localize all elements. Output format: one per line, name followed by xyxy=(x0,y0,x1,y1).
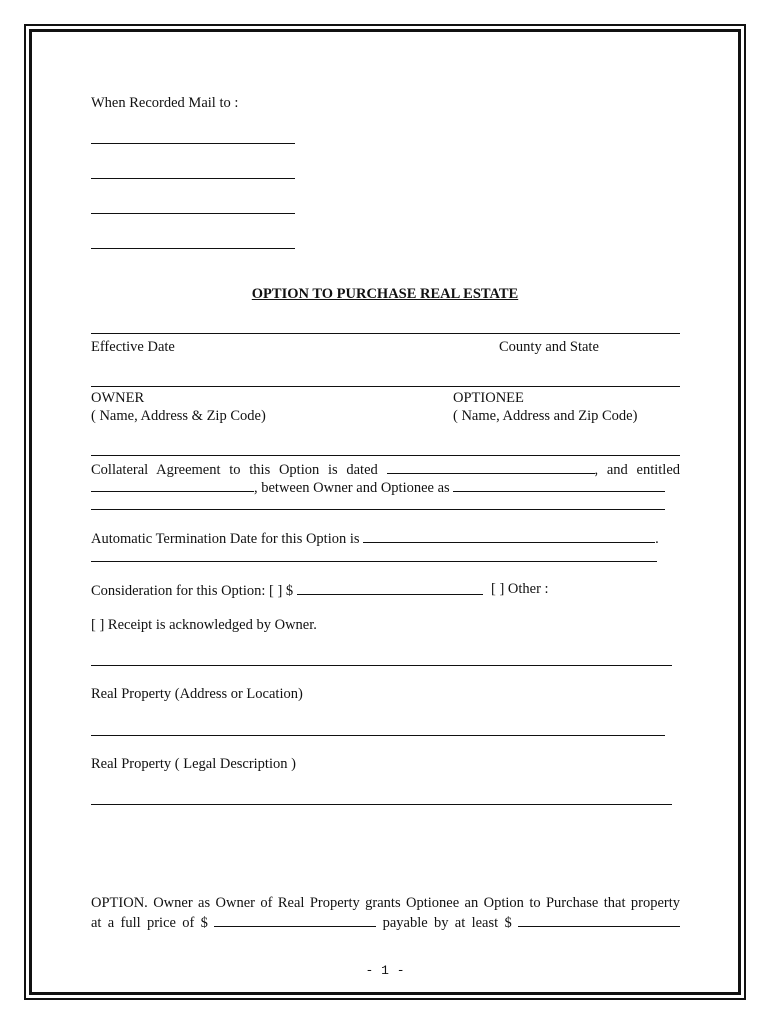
collateral-title-blank[interactable] xyxy=(91,478,254,492)
option-line-2 xyxy=(91,913,680,932)
option-payable-blank[interactable] xyxy=(518,913,680,927)
option-price-blank[interactable] xyxy=(214,913,376,927)
consideration-other[interactable]: [ ] Other : xyxy=(491,581,549,597)
document-title: OPTION TO PURCHASE REAL ESTATE xyxy=(251,286,519,302)
collateral-as-blank[interactable] xyxy=(453,478,665,492)
collateral-line-2 xyxy=(91,478,665,497)
owner-subtitle: ( Name, Address & Zip Code) xyxy=(91,408,266,424)
page-border-inner xyxy=(29,29,741,995)
collateral-extra-line[interactable] xyxy=(91,509,665,510)
termination-extra-line[interactable] xyxy=(91,561,657,562)
collateral-text-3: , between Owner and Optionee as xyxy=(254,480,450,496)
parties-bottom-line[interactable] xyxy=(91,455,680,456)
property-legal-label: Real Property ( Legal Description ) xyxy=(91,756,296,772)
effective-date-line[interactable] xyxy=(91,333,680,334)
termination-period: . xyxy=(655,531,659,547)
mail-to-label: When Recorded Mail to : xyxy=(91,95,239,111)
optionee-label: OPTIONEE xyxy=(453,390,524,406)
collateral-text-1: Collateral Agreement to this Option is dated xyxy=(91,462,378,478)
collateral-date-blank[interactable] xyxy=(387,460,595,474)
owner-label: OWNER xyxy=(91,390,145,406)
collateral-text-2: , and entitled xyxy=(594,462,681,478)
consideration-amount-blank[interactable] xyxy=(297,581,483,595)
mail-to-line-2[interactable] xyxy=(91,178,295,179)
termination-date-blank[interactable] xyxy=(363,529,655,543)
mail-to-line-1[interactable] xyxy=(91,143,295,144)
termination-line xyxy=(91,529,659,548)
collateral-line-1 xyxy=(91,460,680,479)
consideration-line xyxy=(91,581,483,600)
property-legal-extra-line[interactable] xyxy=(91,804,672,805)
county-state-label: County and State xyxy=(499,339,599,355)
parties-line[interactable] xyxy=(91,386,680,387)
mail-to-line-4[interactable] xyxy=(91,248,295,249)
consideration-label: Consideration for this Option: [ ] $ xyxy=(91,583,294,599)
effective-date-label: Effective Date xyxy=(91,339,175,355)
page-number: - 1 - xyxy=(365,963,405,978)
option-payable-label: payable by at least $ xyxy=(382,915,512,931)
option-price-label: at a full price of $ xyxy=(91,915,208,931)
property-address-line[interactable] xyxy=(91,665,672,666)
optionee-subtitle: ( Name, Address and Zip Code) xyxy=(453,408,638,424)
property-legal-line[interactable] xyxy=(91,735,665,736)
option-line-1: OPTION. Owner as Owner of Real Property grants Optionee an Option to Purchase that property xyxy=(91,895,680,911)
receipt-checkbox-label[interactable]: [ ] Receipt is acknowledged by Owner. xyxy=(91,617,317,633)
mail-to-line-3[interactable] xyxy=(91,213,295,214)
property-address-label: Real Property (Address or Location) xyxy=(91,686,303,702)
termination-label: Automatic Termination Date for this Option is xyxy=(91,531,360,547)
